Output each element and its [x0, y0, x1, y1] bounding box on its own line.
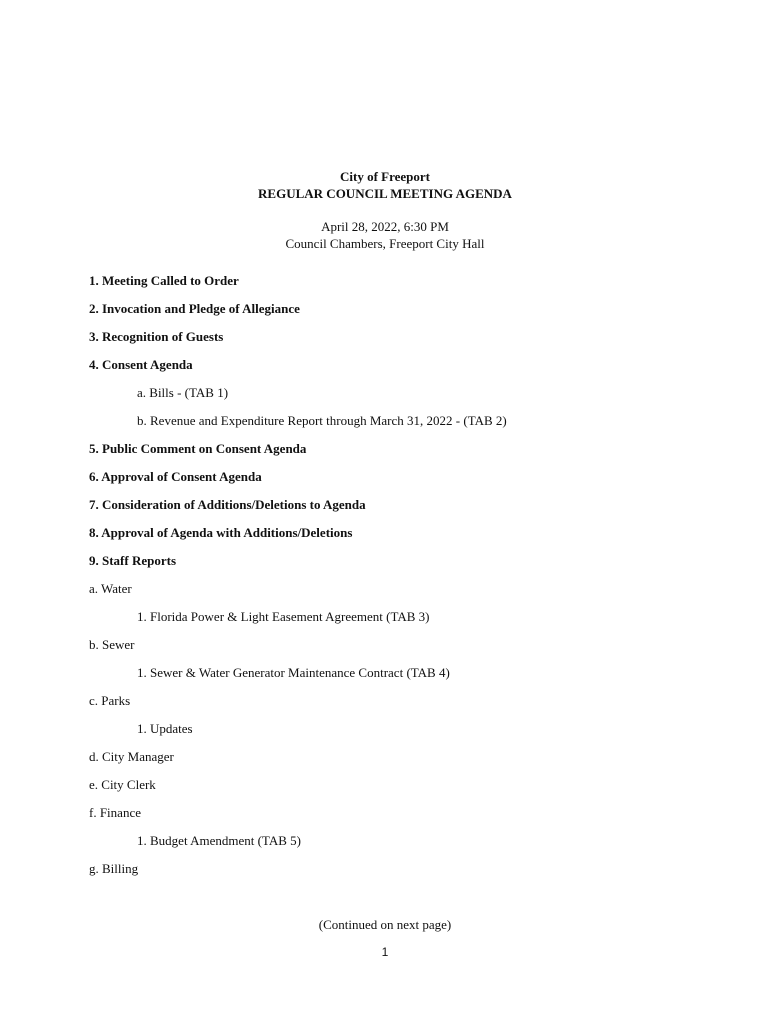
- agenda-item-recognition: 3. Recognition of Guests: [89, 329, 224, 344]
- staff-report-city-clerk: e. City Clerk: [89, 777, 156, 792]
- staff-report-water-item: 1. Florida Power & Light Easement Agreement (TAB 3): [137, 609, 430, 624]
- meeting-location: Council Chambers, Freeport City Hall: [285, 236, 485, 251]
- agenda-item-public-comment: 5. Public Comment on Consent Agenda: [89, 441, 307, 456]
- city-name: City of Freeport: [339, 169, 430, 184]
- agenda-item-consent-agenda: 4. Consent Agenda: [89, 357, 193, 372]
- agenda-title: REGULAR COUNCIL MEETING AGENDA: [258, 186, 512, 201]
- agenda-item-invocation: 2. Invocation and Pledge of Allegiance: [89, 301, 300, 316]
- agenda-item-approval-agenda: 8. Approval of Agenda with Additions/Deletions: [89, 525, 353, 540]
- continued-note: (Continued on next page): [318, 917, 452, 932]
- page-number: 1: [381, 945, 389, 959]
- staff-report-city-manager: d. City Manager: [89, 749, 174, 764]
- staff-report-billing: g. Billing: [89, 861, 139, 876]
- staff-report-sewer-item: 1. Sewer & Water Generator Maintenance Contract (TAB 4): [137, 665, 450, 680]
- agenda-subitem-revenue-report: b. Revenue and Expenditure Report through March 31, 2022 - (TAB 2): [137, 413, 507, 428]
- staff-report-finance: f. Finance: [89, 805, 141, 820]
- staff-report-sewer: b. Sewer: [89, 637, 135, 652]
- staff-report-parks: c. Parks: [89, 693, 131, 708]
- agenda-item-call-to-order: 1. Meeting Called to Order: [89, 273, 239, 288]
- staff-report-water: a. Water: [89, 581, 132, 596]
- agenda-item-staff-reports: 9. Staff Reports: [89, 553, 177, 568]
- agenda-subitem-bills: a. Bills - (TAB 1): [137, 385, 229, 400]
- staff-report-finance-item: 1. Budget Amendment (TAB 5): [137, 833, 301, 848]
- agenda-item-approval-consent: 6. Approval of Consent Agenda: [89, 469, 262, 484]
- meeting-datetime: April 28, 2022, 6:30 PM: [321, 219, 449, 234]
- staff-report-parks-item: 1. Updates: [137, 721, 193, 736]
- agenda-item-consideration: 7. Consideration of Additions/Deletions to Agenda: [89, 497, 366, 512]
